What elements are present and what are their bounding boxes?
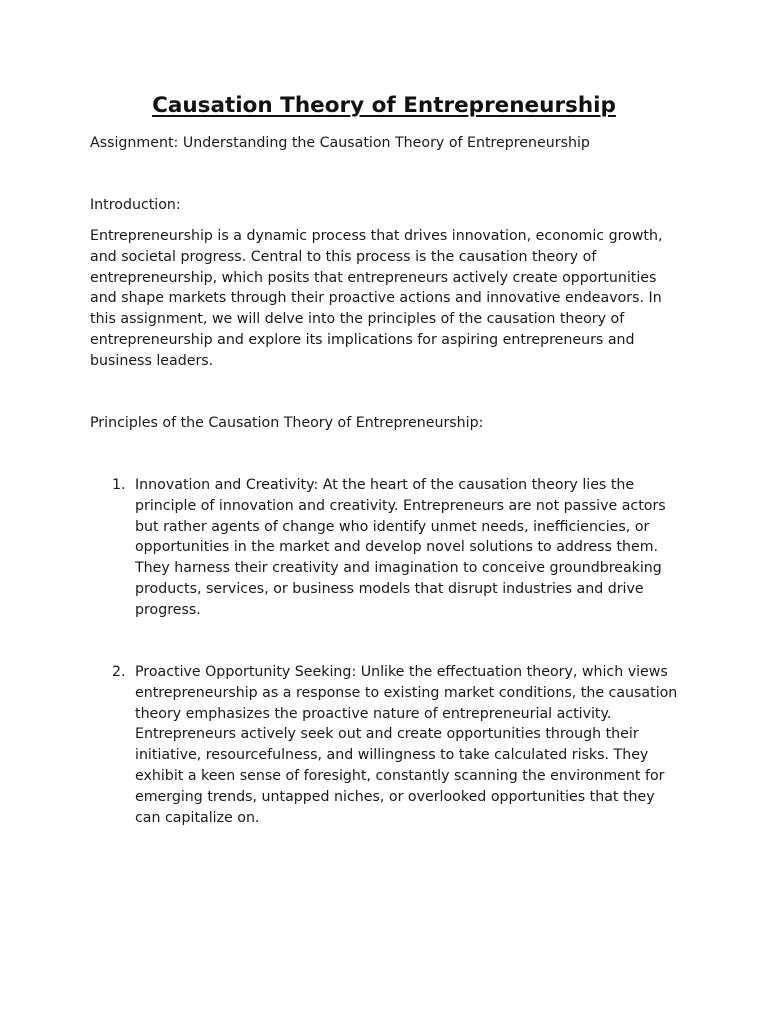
introduction-paragraph: Entrepreneurship is a dynamic process that drives innovation, economic growth, and societal progress. Central to this process is the causation theory of entrepreneurship, which posits that entrepreneurs actively create opportunities and shape markets through their proactive actions and innovative endeavors. In this assignment, we will delve into the principles of the causation theory of entrepreneurship and explore its implications for aspiring entrepreneurs and business leaders. [90, 228, 663, 369]
assignment-line: Assignment: Understanding the Causation Theory of Entrepreneurship [90, 135, 590, 151]
list-item [90, 662, 680, 828]
list-item-text: Proactive Opportunity Seeking: Unlike the effectuation theory, which views entrepreneurship as a response to existing market conditions, the causation theory emphasizes the proactive nature of entrepreneurial activity. Entrepreneurs actively seek out and create opportunities through their initiative, resourcefulness, and willingness to take calculated risks. They exhibit a keen sense of foresight, constantly scanning the environment for emerging trends, untapped niches, or overlooked opportunities that they can capitalize on. [135, 664, 678, 826]
introduction-heading: Introduction: [90, 197, 181, 213]
list-item-number: 2. [112, 664, 126, 680]
document-title: Causation Theory of Entrepreneurship [152, 93, 616, 118]
list-item-text: Innovation and Creativity: At the heart of the causation theory lies the principle of innovation and creativity. Entrepreneurs are not passive actors but rather agents of change who identify unmet needs, inefficiencies, or opportunities in the market and develop novel solutions to address them. They harness their creativity and imagination to conceive groundbreaking products, services, or business models that disrupt industries and drive progress. [135, 477, 666, 618]
list-item-number: 1. [112, 477, 126, 493]
principles-heading: Principles of the Causation Theory of Entrepreneurship: [90, 415, 484, 431]
list-item [90, 475, 680, 621]
